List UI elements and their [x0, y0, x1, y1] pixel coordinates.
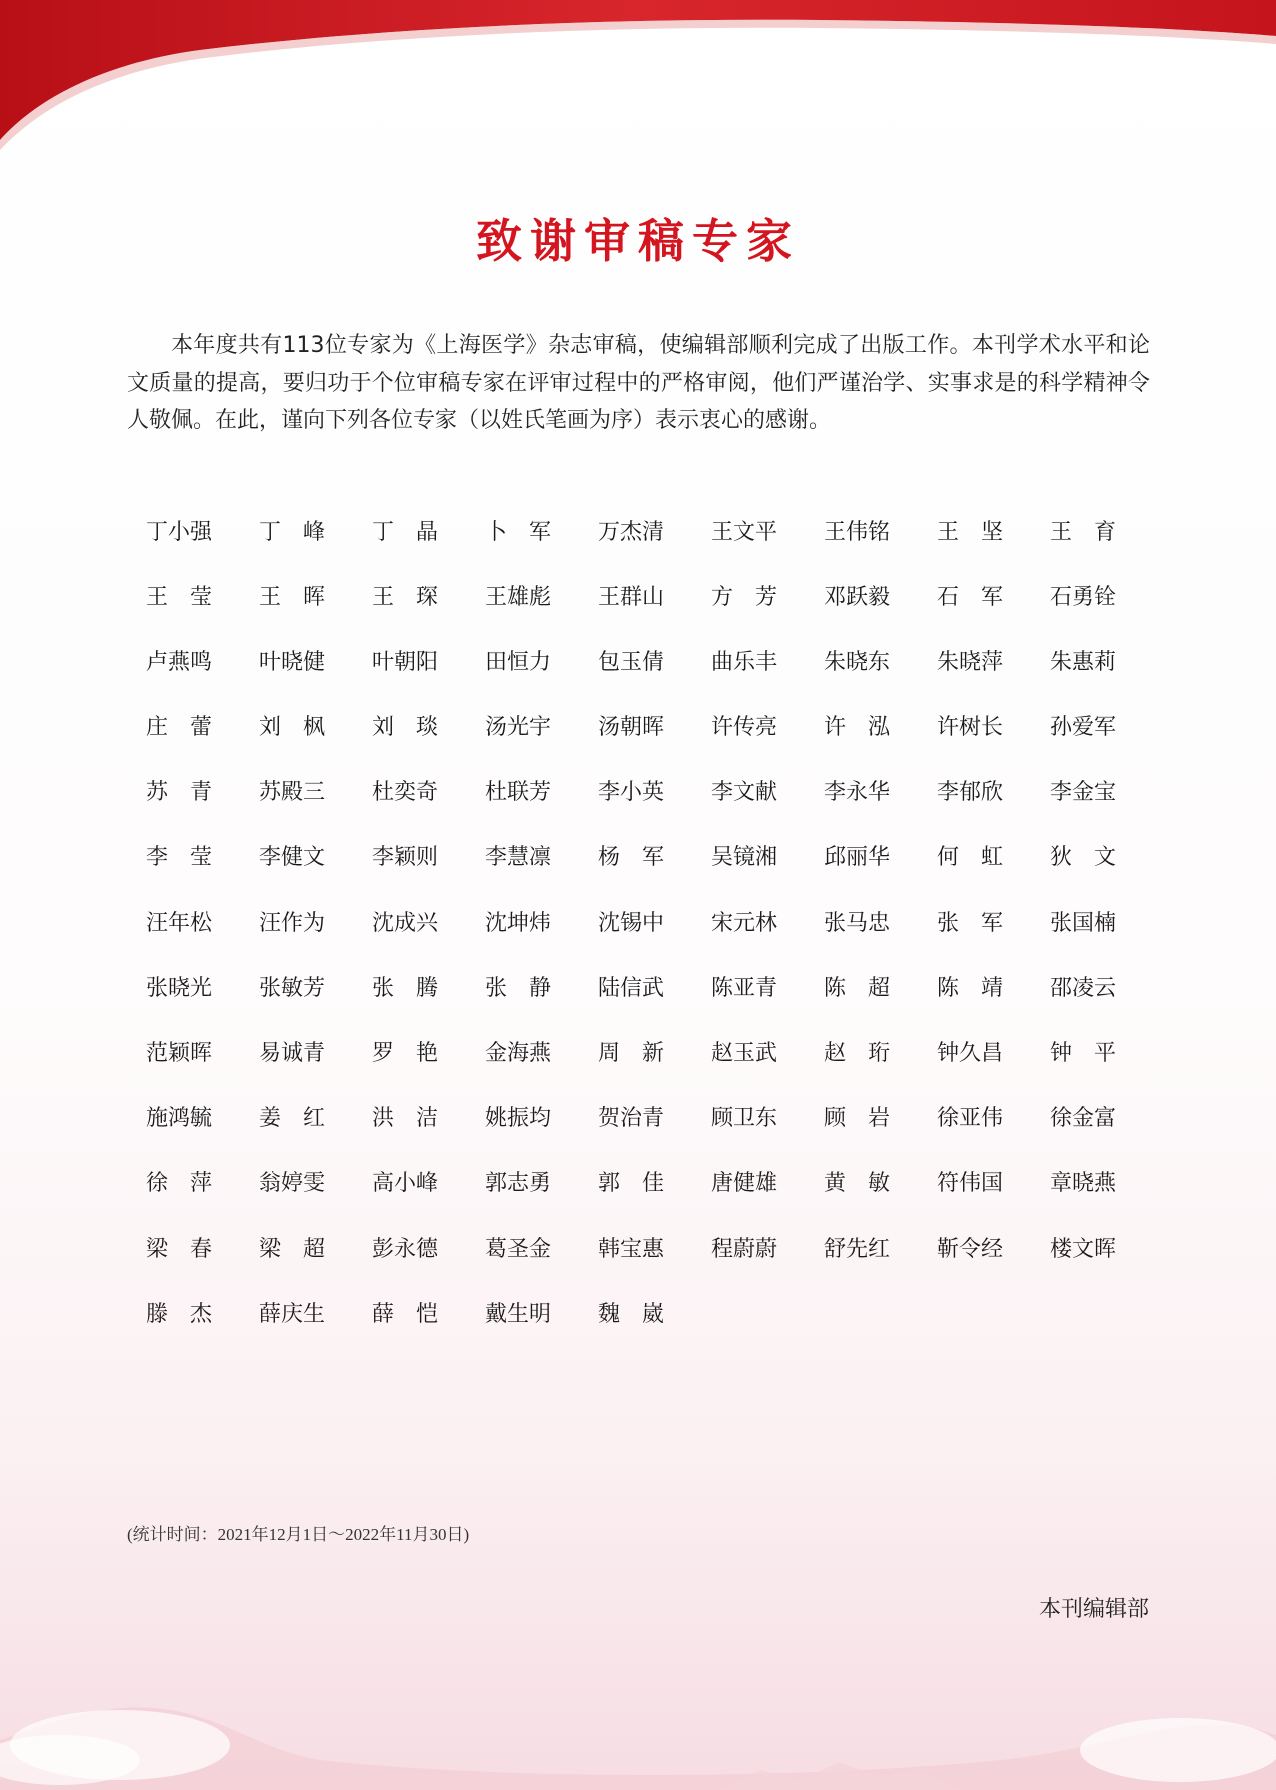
- reviewer-name: 苏 青: [146, 780, 212, 806]
- reviewer-name: 朱晓东: [824, 649, 891, 675]
- reviewer-name: 薛 恺: [372, 1301, 438, 1327]
- reviewer-name: 李小英: [598, 780, 665, 806]
- reviewer-name-cell: [146, 1032, 259, 1072]
- reviewer-name-cell: [485, 510, 598, 550]
- reviewer-name: 王 琛: [372, 584, 438, 610]
- reviewer-name-cell: [598, 640, 711, 680]
- reviewer-name: 杨 军: [598, 845, 664, 871]
- reviewer-name-cell: [824, 836, 937, 876]
- reviewer-name: 许传亮: [711, 715, 778, 741]
- top-red-banner: [0, 0, 1276, 150]
- reviewer-name: 许 泓: [824, 715, 890, 741]
- reviewer-name: 包玉倩: [598, 649, 665, 675]
- reviewer-name: 吴镜湘: [711, 845, 778, 871]
- reviewer-name: 宋元林: [711, 910, 778, 936]
- reviewer-name: 张 静: [485, 975, 551, 1001]
- reviewer-name-cell: [146, 640, 259, 680]
- reviewer-name-cell: [711, 1162, 824, 1202]
- reviewer-name: 李健文: [259, 845, 326, 871]
- reviewer-name-cell: [485, 771, 598, 811]
- reviewer-name-cell: [259, 1097, 372, 1137]
- page-title: 致谢审稿专家: [476, 214, 800, 268]
- reviewer-name: 何 虹: [937, 845, 1003, 871]
- statistics-period: (统计时间：2021年12月1日～2022年11月30日): [127, 1525, 470, 1544]
- reviewer-name: 王 莹: [146, 584, 212, 610]
- reviewer-name: 杜奕奇: [372, 780, 439, 806]
- reviewer-name-cell: [372, 510, 485, 550]
- reviewer-name: 钟 平: [1050, 1041, 1116, 1066]
- reviewer-name-cell: [146, 510, 259, 550]
- reviewer-name: 楼文晖: [1050, 1236, 1117, 1262]
- reviewer-name: 王文平: [711, 519, 778, 545]
- reviewer-name-cell: [598, 836, 711, 876]
- reviewer-name: 丁 晶: [372, 519, 438, 545]
- reviewer-name-cell: [937, 966, 1050, 1006]
- reviewer-name-cell: [259, 575, 372, 615]
- reviewer-name: 王 育: [1050, 519, 1116, 545]
- reviewer-name: 李颖则: [372, 845, 439, 871]
- reviewer-name-cell: [372, 901, 485, 941]
- reviewer-name: 汤光宇: [485, 715, 552, 741]
- reviewer-name: 黄 敏: [824, 1171, 890, 1197]
- reviewer-name-cell: [937, 510, 1050, 550]
- reviewer-name: 狄 文: [1050, 845, 1116, 871]
- reviewer-name-cell: [146, 1162, 259, 1202]
- reviewer-name: 陈 超: [824, 975, 890, 1001]
- reviewer-name-cell: [711, 771, 824, 811]
- reviewer-name-cell: [824, 510, 937, 550]
- reviewer-name: 赵 珩: [824, 1041, 890, 1066]
- reviewer-name-cell: [259, 640, 372, 680]
- reviewer-name: 张国楠: [1050, 910, 1117, 936]
- reviewer-name-cell: [146, 901, 259, 941]
- reviewer-name: 王群山: [598, 584, 665, 610]
- reviewer-name: 章晓燕: [1050, 1171, 1117, 1197]
- reviewer-name-cell: [598, 1097, 711, 1137]
- reviewer-name-cell: [824, 1032, 937, 1072]
- reviewer-name-cell: [598, 1162, 711, 1202]
- reviewer-name-cell: [1050, 640, 1163, 680]
- reviewer-name-cell: [937, 1227, 1050, 1267]
- reviewer-name: 贺治青: [598, 1106, 665, 1132]
- reviewer-name: 钟久昌: [937, 1041, 1004, 1066]
- reviewer-name-cell: [937, 1032, 1050, 1072]
- reviewer-name: 田恒力: [485, 649, 552, 675]
- reviewer-name-cell: [372, 1292, 485, 1332]
- reviewer-name: 石勇铨: [1050, 584, 1117, 610]
- reviewer-name: 沈锡中: [598, 910, 665, 936]
- reviewer-name: 施鸿毓: [146, 1106, 213, 1132]
- reviewer-name-cell: [937, 836, 1050, 876]
- reviewer-name-cell: [146, 836, 259, 876]
- reviewer-name-cell: [485, 575, 598, 615]
- reviewer-name: 徐亚伟: [937, 1106, 1004, 1132]
- reviewer-name-cell: [824, 1227, 937, 1267]
- reviewer-name-cell: [485, 836, 598, 876]
- reviewer-name: 程蔚蔚: [711, 1236, 778, 1262]
- reviewer-name-cell: [372, 1032, 485, 1072]
- reviewer-name: 卜 军: [485, 519, 551, 545]
- reviewer-name: 王 坚: [937, 519, 1003, 545]
- reviewer-name: 滕 杰: [146, 1301, 212, 1327]
- bottom-cloud-decoration: [0, 1630, 1276, 1790]
- reviewer-name-cell: [372, 771, 485, 811]
- reviewer-name: 朱晓萍: [937, 649, 1004, 675]
- reviewer-name-cell: [598, 966, 711, 1006]
- reviewer-name-cell: [259, 901, 372, 941]
- reviewer-name: 王 晖: [259, 584, 325, 610]
- reviewer-name: 顾卫东: [711, 1106, 778, 1132]
- reviewer-name-cell: [485, 640, 598, 680]
- reviewer-name: 沈坤炜: [485, 910, 552, 936]
- reviewer-name-cell: [598, 510, 711, 550]
- reviewer-name: 陈 靖: [937, 975, 1003, 1001]
- reviewer-name: 庄 蕾: [146, 715, 212, 741]
- reviewer-name: 葛圣金: [485, 1236, 552, 1262]
- reviewer-name: 李文献: [711, 780, 778, 806]
- reviewer-name-cell: [146, 1227, 259, 1267]
- reviewer-name-cell: [937, 1097, 1050, 1137]
- reviewer-name: 李永华: [824, 780, 891, 806]
- reviewer-name-cell: [1050, 1032, 1163, 1072]
- reviewer-name-cell: [485, 1227, 598, 1267]
- reviewer-name-cell: [485, 901, 598, 941]
- reviewer-name-cell: [1050, 836, 1163, 876]
- reviewer-name-cell: [1050, 1097, 1163, 1137]
- reviewer-name-cell: [711, 836, 824, 876]
- reviewer-name-cell: [824, 706, 937, 746]
- reviewer-name: 易诚青: [259, 1041, 326, 1066]
- reviewer-name-cell: [937, 640, 1050, 680]
- reviewer-name: 杜联芳: [485, 780, 552, 806]
- reviewer-name-cell: [372, 966, 485, 1006]
- reviewer-name: 沈成兴: [372, 910, 439, 936]
- reviewer-name: 张 军: [937, 910, 1003, 936]
- reviewer-name: 石 军: [937, 584, 1003, 610]
- reviewer-name: 罗 艳: [372, 1041, 438, 1066]
- reviewer-name: 姚振均: [485, 1106, 552, 1132]
- reviewer-name-cell: [485, 706, 598, 746]
- reviewer-name: 苏殿三: [259, 780, 326, 806]
- reviewer-name-cell: [1050, 1162, 1163, 1202]
- reviewer-name-cell: [937, 1162, 1050, 1202]
- reviewer-name: 彭永德: [372, 1236, 439, 1262]
- reviewer-name: 刘 枫: [259, 715, 325, 741]
- reviewer-name-cell: [937, 575, 1050, 615]
- reviewer-name: 靳令经: [937, 1236, 1004, 1262]
- reviewer-name: 舒先红: [824, 1236, 891, 1262]
- reviewer-name-cell: [711, 575, 824, 615]
- intro-paragraph: 本年度共有113位专家为《上海医学》杂志审稿，使编辑部顺利完成了出版工作。本刊学术水平和论文质量的提高，要归功于个位审稿专家在评审过程中的严格审阅，他们严谨治学、实事求是的科学精神令人敬佩。在此，谨向下列各位专家（以姓氏笔画为序）表示衷心的感谢。: [127, 333, 1150, 433]
- reviewer-name: 叶晓健: [259, 649, 326, 675]
- reviewer-name: 梁 春: [146, 1236, 212, 1262]
- reviewer-name-cell: [259, 706, 372, 746]
- reviewer-name-cell: [711, 510, 824, 550]
- reviewer-name: 丁 峰: [259, 519, 325, 545]
- reviewer-name-cell: [372, 706, 485, 746]
- reviewer-name-cell: [711, 966, 824, 1006]
- reviewer-name-cell: [711, 1227, 824, 1267]
- reviewer-name: 高小峰: [372, 1171, 439, 1197]
- reviewer-name: 姜 红: [259, 1106, 325, 1132]
- reviewer-name: 邱丽华: [824, 845, 891, 871]
- reviewer-name: 张敏芳: [259, 975, 326, 1001]
- reviewer-name-cell: [146, 966, 259, 1006]
- reviewer-name: 顾 岩: [824, 1106, 890, 1132]
- reviewer-name-cell: [937, 771, 1050, 811]
- reviewer-name-cell: [485, 1162, 598, 1202]
- reviewer-name: 朱惠莉: [1050, 649, 1117, 675]
- reviewer-name: 李金宝: [1050, 780, 1117, 806]
- reviewer-name: 刘 琰: [372, 715, 438, 741]
- reviewer-name-cell: [598, 1292, 711, 1332]
- reviewer-name-cell: [485, 1292, 598, 1332]
- reviewer-name-cell: [146, 771, 259, 811]
- reviewer-list: [146, 510, 1163, 1357]
- reviewer-name-cell: [259, 836, 372, 876]
- reviewer-name: 卢燕鸣: [146, 649, 213, 675]
- reviewer-name-cell: [711, 706, 824, 746]
- reviewer-name: 魏 崴: [598, 1301, 664, 1327]
- reviewer-name-cell: [711, 1097, 824, 1137]
- reviewer-name: 郭 佳: [598, 1171, 664, 1197]
- reviewer-name-cell: [146, 1292, 259, 1332]
- reviewer-name: 曲乐丰: [711, 649, 778, 675]
- reviewer-name: 汪作为: [259, 910, 326, 936]
- reviewer-name: 郭志勇: [485, 1171, 552, 1197]
- reviewer-name-cell: [711, 901, 824, 941]
- reviewer-name: 汪年松: [146, 910, 213, 936]
- reviewer-name: 戴生明: [485, 1301, 552, 1327]
- reviewer-name-cell: [598, 771, 711, 811]
- reviewer-name-cell: [598, 706, 711, 746]
- reviewer-name: 李郁欣: [937, 780, 1004, 806]
- reviewer-name: 李慧凛: [485, 845, 552, 871]
- reviewer-name-cell: [598, 575, 711, 615]
- reviewer-name-cell: [146, 575, 259, 615]
- reviewer-name-cell: [485, 1032, 598, 1072]
- reviewer-name: 许树长: [937, 715, 1004, 741]
- reviewer-name: 孙爱军: [1050, 715, 1117, 741]
- reviewer-name: 梁 超: [259, 1236, 325, 1262]
- reviewer-name-cell: [711, 640, 824, 680]
- reviewer-name: 万杰清: [598, 519, 665, 545]
- reviewer-name-cell: [485, 966, 598, 1006]
- reviewer-name-cell: [1050, 510, 1163, 550]
- reviewer-name-cell: [485, 1097, 598, 1137]
- reviewer-name-cell: [372, 1227, 485, 1267]
- reviewer-name-cell: [372, 640, 485, 680]
- reviewer-name: 韩宝惠: [598, 1236, 665, 1262]
- reviewer-name: 陈亚青: [711, 975, 778, 1001]
- editorial-signature: 本刊编辑部: [1038, 1597, 1149, 1622]
- reviewer-name-cell: [824, 640, 937, 680]
- reviewer-name: 洪 洁: [372, 1106, 438, 1132]
- reviewer-name-cell: [259, 1292, 372, 1332]
- reviewer-name-cell: [259, 1162, 372, 1202]
- reviewer-name-cell: [146, 1097, 259, 1137]
- reviewer-name: 张 腾: [372, 975, 438, 1001]
- reviewer-name: 唐健雄: [711, 1171, 778, 1197]
- reviewer-name: 王伟铭: [824, 519, 891, 545]
- reviewer-name: 周 新: [598, 1041, 664, 1066]
- reviewer-name: 翁婷雯: [259, 1171, 326, 1197]
- reviewer-name-cell: [259, 1227, 372, 1267]
- reviewer-name-cell: [259, 1032, 372, 1072]
- reviewer-name-cell: [598, 901, 711, 941]
- reviewer-name: 王雄彪: [485, 584, 552, 610]
- reviewer-name-cell: [259, 771, 372, 811]
- reviewer-name-cell: [372, 836, 485, 876]
- reviewer-name: 赵玉武: [711, 1041, 778, 1066]
- reviewer-name-cell: [372, 575, 485, 615]
- reviewer-name-cell: [824, 966, 937, 1006]
- reviewer-name-cell: [372, 1162, 485, 1202]
- reviewer-name-cell: [1050, 966, 1163, 1006]
- reviewer-name-cell: [824, 575, 937, 615]
- reviewer-name: 丁小强: [146, 519, 213, 545]
- reviewer-name: 陆信武: [598, 975, 665, 1001]
- reviewer-name-cell: [598, 1032, 711, 1072]
- reviewer-name-cell: [259, 510, 372, 550]
- reviewer-name: 薛庆生: [259, 1301, 326, 1327]
- reviewer-name-cell: [824, 1162, 937, 1202]
- reviewer-name-cell: [1050, 575, 1163, 615]
- reviewer-name-cell: [259, 966, 372, 1006]
- reviewer-name-cell: [1050, 771, 1163, 811]
- reviewer-name-cell: [1050, 1227, 1163, 1267]
- reviewer-name-cell: [937, 706, 1050, 746]
- reviewer-name-cell: [824, 901, 937, 941]
- reviewer-name-cell: [372, 1097, 485, 1137]
- reviewer-name: 邓跃毅: [824, 584, 891, 610]
- reviewer-name: 李 莹: [146, 845, 212, 871]
- reviewer-name-cell: [598, 1227, 711, 1267]
- reviewer-name: 方 芳: [711, 584, 777, 610]
- reviewer-name-cell: [824, 771, 937, 811]
- reviewer-name-cell: [1050, 706, 1163, 746]
- reviewer-name-cell: [937, 901, 1050, 941]
- reviewer-name: 张晓光: [146, 975, 213, 1001]
- reviewer-name-cell: [824, 1097, 937, 1137]
- reviewer-name: 邵凌云: [1050, 975, 1117, 1001]
- reviewer-name: 金海燕: [485, 1041, 552, 1066]
- reviewer-name: 叶朝阳: [372, 649, 439, 675]
- reviewer-name: 徐金富: [1050, 1106, 1117, 1132]
- reviewer-name-cell: [1050, 901, 1163, 941]
- reviewer-name: 范颖晖: [146, 1041, 213, 1066]
- reviewer-name: 张马忠: [824, 910, 891, 936]
- reviewer-name: 符伟国: [937, 1171, 1004, 1197]
- reviewer-name-cell: [146, 706, 259, 746]
- reviewer-name-cell: [711, 1032, 824, 1072]
- reviewer-name: 汤朝晖: [598, 715, 665, 741]
- reviewer-name: 徐 萍: [146, 1171, 212, 1197]
